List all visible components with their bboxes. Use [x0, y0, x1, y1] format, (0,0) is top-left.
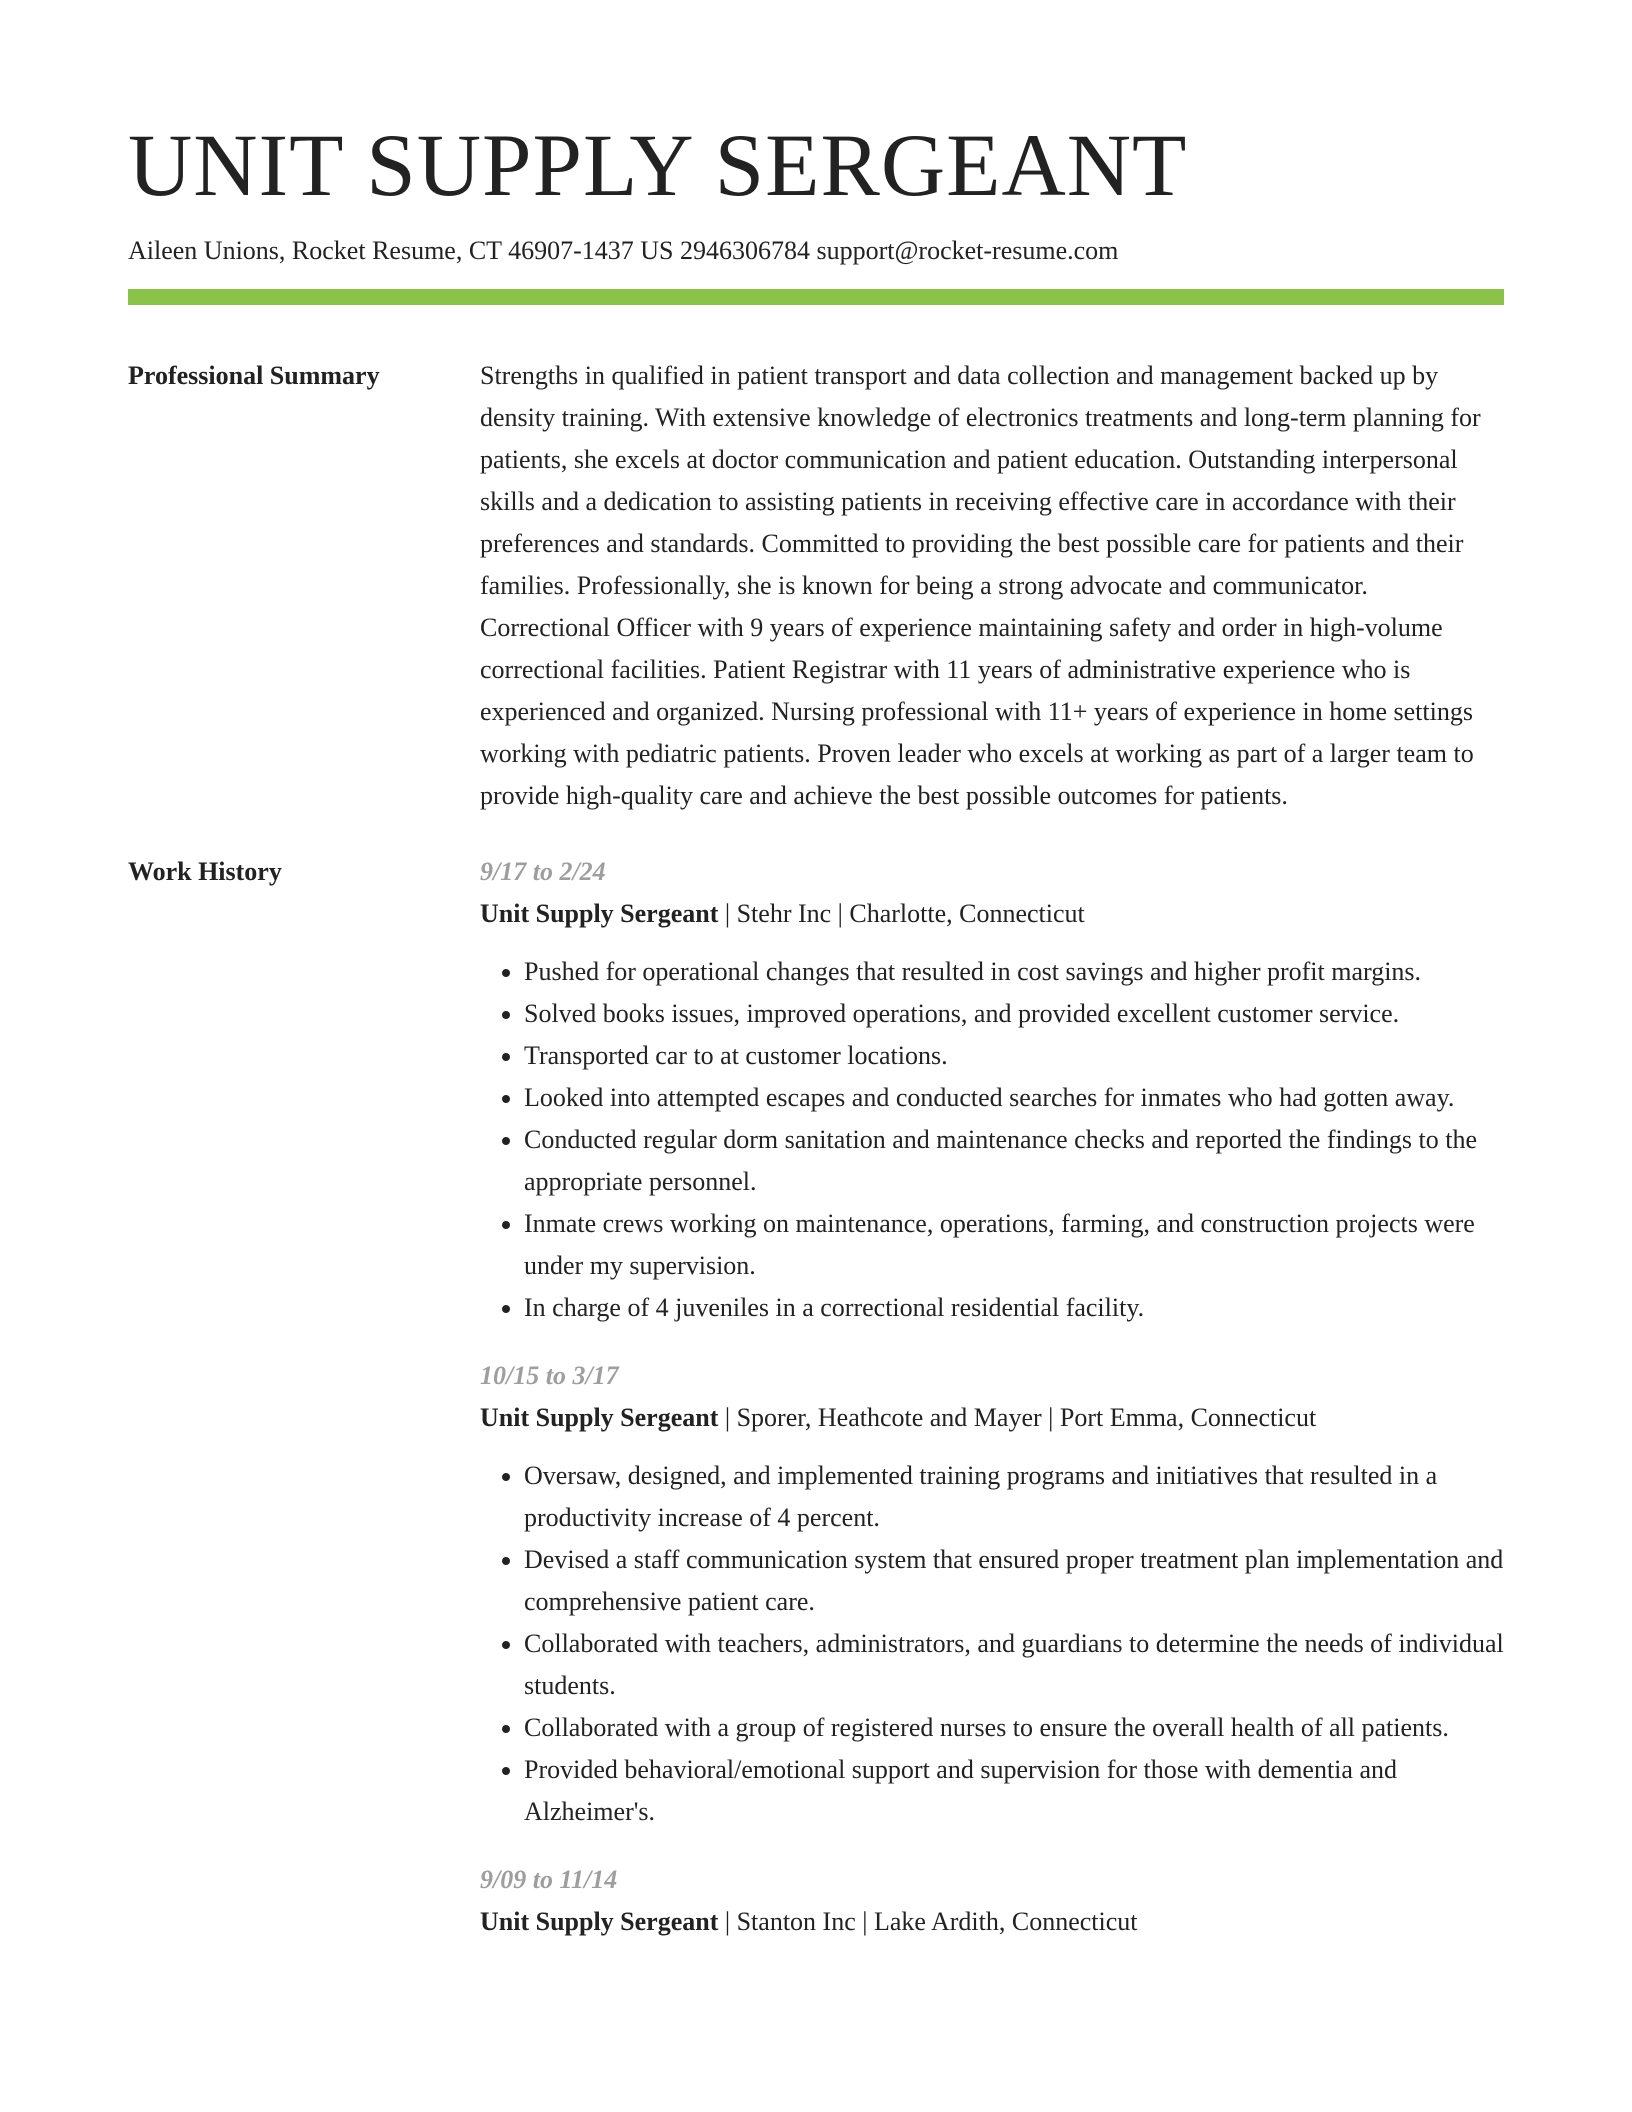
- job-entry: [480, 1355, 1504, 1833]
- job-bullet: • Conducted regular dorm sanitation and maintenance checks and reported the findings to the appropriate personnel.: [524, 1119, 1504, 1203]
- job-title: Unit Supply Sergeant: [480, 1402, 719, 1432]
- job-bullet: • Oversaw, designed, and implemented training programs and initiatives that resulted in a productivity increase of 4 percent.: [524, 1455, 1504, 1539]
- job-employer-location: | Stehr Inc | Charlotte, Connecticut: [718, 898, 1085, 928]
- job-entry: [480, 1859, 1504, 1943]
- job-bullet: • Solved books issues, improved operations, and provided excellent customer service.: [524, 993, 1504, 1035]
- job-bullet: • Pushed for operational changes that resulted in cost savings and higher profit margins.: [524, 951, 1504, 993]
- job-bullet: • Provided behavioral/emotional support and supervision for those with dementia and Alzheimer's.: [524, 1749, 1504, 1833]
- summary-text: Strengths in qualified in patient transport and data collection and management backed up by density training. With extensive knowledge of electronics treatments and long-term planning for patients, she excels at doctor communication and patient education. Outstanding interpersonal skills and a dedication to assisting patients in receiving effective care in accordance with their preferences and standards. Committed to providing the best possible care for patients and their families. Professionally, she is known for being a strong advocate and communicator. Correctional Officer with 9 years of experience maintaining safety and order in high-volume correctional facilities. Patient Registrar with 11 years of administrative experience who is experienced and organized. Nursing professional with 11+ years of experience in home settings working with pediatric patients. Proven leader who excels at working as part of a larger team to provide high-quality care and achieve the best possible outcomes for patients.: [480, 360, 1481, 810]
- resume-title: UNIT SUPPLY SERGEANT: [128, 117, 1188, 215]
- professional-summary-section: [128, 355, 1504, 817]
- job-bullet: • Collaborated with teachers, administrators, and guardians to determine the needs of individual students.: [524, 1623, 1504, 1707]
- job-bullet: • In charge of 4 juveniles in a correctional residential facility.: [524, 1287, 1504, 1329]
- accent-divider: [128, 289, 1504, 305]
- job-bullet: • Devised a staff communication system that ensured proper treatment plan implementation and comprehensive patient care.: [524, 1539, 1504, 1623]
- job-heading: [480, 1901, 1504, 1943]
- job-entry: [480, 851, 1504, 1329]
- job-dates: 10/15 to 3/17: [480, 1360, 619, 1390]
- job-title: Unit Supply Sergeant: [480, 898, 719, 928]
- job-dates: 9/17 to 2/24: [480, 856, 606, 886]
- job-employer-location: | Stanton Inc | Lake Ardith, Connecticut: [718, 1906, 1138, 1936]
- job-bullets: [480, 1455, 1504, 1833]
- job-bullet: • Transported car to at customer locations.: [524, 1035, 1504, 1077]
- job-list: [480, 851, 1504, 1943]
- job-bullet: • Looked into attempted escapes and conducted searches for inmates who had gotten away.: [524, 1077, 1504, 1119]
- job-title: Unit Supply Sergeant: [480, 1906, 719, 1936]
- job-bullet: • Inmate crews working on maintenance, operations, farming, and construction projects were under my supervision.: [524, 1203, 1504, 1287]
- section-label: Work History: [128, 856, 282, 886]
- section-label: Professional Summary: [128, 360, 380, 390]
- contact-line: Aileen Unions, Rocket Resume, CT 46907-1437 US 2946306784 support@rocket-resume.com: [128, 235, 1119, 265]
- job-dates: 9/09 to 11/14: [480, 1864, 618, 1894]
- job-employer-location: | Sporer, Heathcote and Mayer | Port Emma, Connecticut: [718, 1402, 1317, 1432]
- job-bullets: [480, 951, 1504, 1329]
- job-heading: [480, 893, 1504, 935]
- work-history-section: [128, 851, 1504, 1943]
- job-bullet: • Collaborated with a group of registered nurses to ensure the overall health of all patients.: [524, 1707, 1504, 1749]
- job-heading: [480, 1397, 1504, 1439]
- resume-page: [128, 118, 1504, 1943]
